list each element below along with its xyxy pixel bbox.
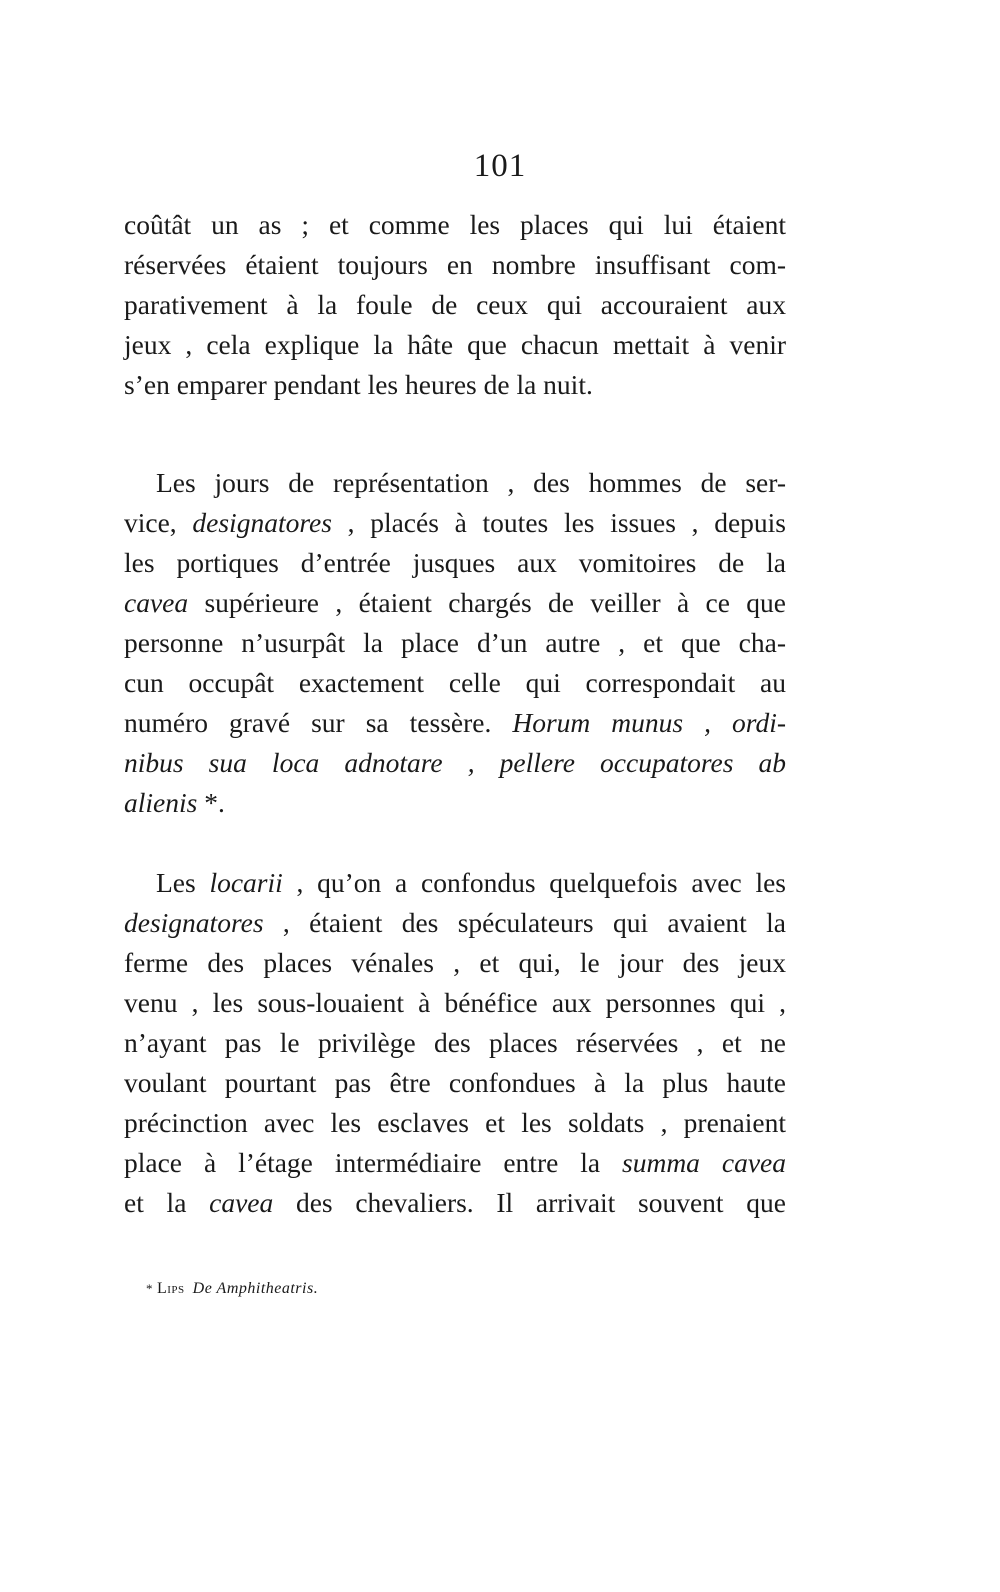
text-line: les portiques d’entrée jusques aux vomitoires de la (124, 547, 786, 578)
footnote-title: De Amphitheatris. (192, 1280, 319, 1297)
text-line: n’ayant pas le privilège des places réservées , et ne (124, 1027, 786, 1058)
italic-term: designatores (124, 907, 264, 938)
italic-term: locarii (209, 867, 283, 898)
paragraph-1 (124, 205, 786, 405)
text-line (124, 703, 786, 743)
text-line (124, 863, 786, 903)
text-span: vice, (124, 507, 193, 538)
text-line (124, 1143, 786, 1183)
text-line: coûtât un as ; et comme les places qui lui étaient (124, 209, 786, 240)
text-span: et la (124, 1187, 210, 1218)
text-line (124, 583, 786, 623)
italic-term: designatores (192, 507, 332, 538)
paragraph-3 (124, 863, 786, 1223)
paragraph-2 (124, 463, 786, 823)
italic-term: summa cavea (622, 1147, 786, 1178)
text-line (124, 503, 786, 543)
text-span: des chevaliers. Il arrivait souvent que (273, 1187, 786, 1218)
text-span: numéro gravé sur sa tessère. (124, 707, 513, 738)
latin-quote: Horum munus , ordi- (512, 707, 786, 738)
footnote (146, 1280, 318, 1298)
text-span: , étaient des spéculateurs qui avaient la (263, 907, 786, 938)
text-line (124, 1183, 786, 1223)
text-line: réservées étaient toujours en nombre insuffisant com- (124, 249, 786, 280)
text-line: ferme des places vénales , et qui, le jour des jeux (124, 947, 786, 978)
text-line: personne n’usurpât la place d’un autre , et que cha- (124, 627, 786, 658)
text-line (124, 783, 786, 823)
text-line: cun occupât exactement celle qui correspondait au (124, 667, 786, 698)
latin-quote: alienis (124, 787, 198, 818)
footnote-author: Lips (157, 1280, 185, 1297)
text-span: supérieure , étaient chargés de veiller à ce que (188, 587, 786, 618)
text-span: , placés à toutes les issues , depuis (331, 507, 786, 538)
text-line: précinction avec les esclaves et les soldats , prenaient (124, 1107, 786, 1138)
text-line: parativement à la foule de ceux qui accouraient aux (124, 289, 786, 320)
text-span: Les (156, 867, 210, 898)
footnote-reference: *. (197, 787, 225, 818)
footnote-mark: * (146, 1281, 153, 1296)
italic-term: cavea (124, 587, 189, 618)
text-span: , qu’on a confondus quelquefois avec les (282, 867, 786, 898)
text-line: voulant pourtant pas être confondues à la plus haute (124, 1067, 786, 1098)
text-line: venu , les sous-louaient à bénéfice aux personnes qui , (124, 987, 786, 1018)
text-line (124, 903, 786, 943)
text-line: Les jours de représentation , des hommes de ser- (156, 467, 786, 498)
text-span: place à l’étage intermédiaire entre la (124, 1147, 623, 1178)
page-number: 101 (473, 148, 527, 184)
text-line (124, 743, 786, 783)
text-line: jeux , cela explique la hâte que chacun mettait à venir (124, 329, 786, 360)
latin-quote: nibus sua loca adnotare , pellere occupatores ab (124, 747, 786, 778)
italic-term: cavea (209, 1187, 274, 1218)
text-line: s’en emparer pendant les heures de la nuit. (124, 369, 593, 400)
